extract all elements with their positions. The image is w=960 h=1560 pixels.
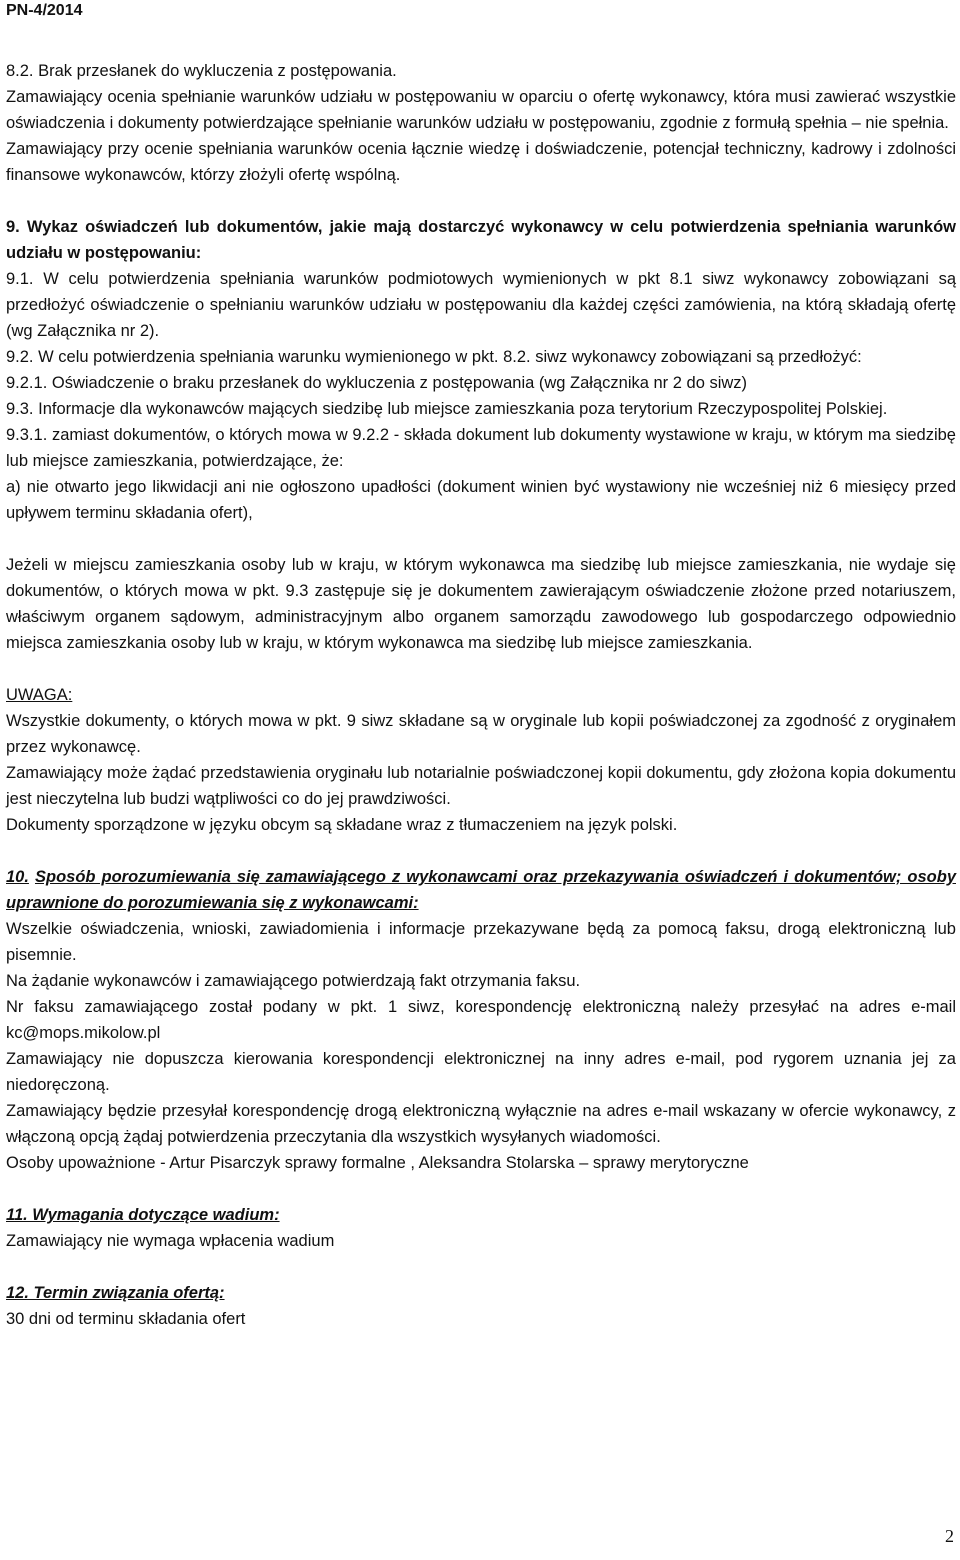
paragraph: 9.3. Informacje dla wykonawców mających siedzibę lub miejsce zamieszkania poza terytorium Rzeczypospolitej Polskiej. [6,400,888,418]
section-number: 9. [6,218,20,236]
section-9-heading [6,214,956,266]
section-title: Sposób porozumiewania się zamawiającego z wykonawcami oraz przekazywania oświadczeń i dokumentów; osoby uprawnione do porozumiewania się z wykonawcami: [6,868,956,912]
paragraph: Zamawiający może żądać przedstawienia oryginału lub notarialnie poświadczonej kopii dokumentu, gdy złożona kopia dokumentu jest nieczytelna lub budzi wątpliwości co do jej prawdziwości. [6,764,956,808]
document-id: PN-4/2014 [6,2,83,19]
paragraph: Wszystkie dokumenty, o których mowa w pkt. 9 siwz składane są w oryginale lub kopii poświadczonej za zgodność z oryginałem przez wykonawcę. [6,712,956,756]
section-12-heading: 12. Termin związania ofertą: [6,1284,225,1302]
paragraph: Dokumenty sporządzone w języku obcym są składane wraz z tłumaczeniem na język polski. [6,816,678,834]
paragraph: Nr faksu zamawiającego został podany w pkt. 1 siwz, korespondencję elektroniczną należy przesyłać na adres e-mail kc@mops.mikolow.pl [6,998,956,1042]
uwaga-label: UWAGA: [6,686,73,704]
paragraph: 9.2. W celu potwierdzenia spełniania warunku wymienionego w pkt. 8.2. siwz wykonawcy zobowiązani są przedłożyć: [6,348,862,366]
section-title: Wykaz oświadczeń lub dokumentów, jakie mają dostarczyć wykonawcy w celu potwierdzenia spełniania warunków udziału w postępowaniu: [6,218,956,262]
paragraph: Zamawiający nie dopuszcza kierowania korespondencji elektronicznej na inny adres e-mail, pod rygorem uznania jej za niedoręczoną. [6,1050,956,1094]
paragraph: Zamawiający nie wymaga wpłacenia wadium [6,1232,335,1250]
paragraph: Zamawiający ocenia spełnianie warunków udziału w postępowaniu w oparciu o ofertę wykonawcy, która musi zawierać wszystkie oświadczenia i dokumenty potwierdzające spełnianie warunków udziału w postępowaniu, zgodnie z formułą spełnia – nie spełnia. [6,88,956,132]
page-number: 2 [945,1526,954,1546]
document-body [6,58,956,1332]
paragraph: 9.3.1. zamiast dokumentów, o których mowa w 9.2.2 - składa dokument lub dokumenty wystawione w kraju, w którym ma siedzibę lub miejsce zamieszkania, potwierdzające, że: [6,426,956,470]
paragraph: a) nie otwarto jego likwidacji ani nie ogłoszono upadłości (dokument winien być wystawiony nie wcześniej niż 6 miesięcy przed upływem terminu składania ofert), [6,478,956,522]
paragraph: Zamawiający przy ocenie spełniania warunków ocenia łącznie wiedzę i doświadczenie, potencjał techniczny, kadrowy i zdolności finansowe wykonawców, którzy złożyli ofertę wspólną. [6,140,956,184]
paragraph: Wszelkie oświadczenia, wnioski, zawiadomienia i informacje przekazywane będą za pomocą faksu, drogą elektroniczną lub pisemnie. [6,920,956,964]
paragraph: Zamawiający będzie przesyłał korespondencję drogą elektroniczną wyłącznie na adres e-mail wskazany w ofercie wykonawcy, z włączoną opcją żądaj potwierdzenia przeczytania dla wszystkich wysyłanych wiadomości. [6,1102,956,1146]
paragraph: Na żądanie wykonawców i zamawiającego potwierdzają fakt otrzymania faksu. [6,972,581,990]
section-10-heading [6,864,956,916]
section-number: 10. [6,868,29,886]
paragraph: 30 dni od terminu składania ofert [6,1310,246,1328]
paragraph: 9.2.1. Oświadczenie o braku przesłanek do wykluczenia z postępowania (wg Załącznika nr 2 do siwz) [6,374,748,392]
paragraph: Jeżeli w miejscu zamieszkania osoby lub w kraju, w którym wykonawca ma siedzibę lub miejsce zamieszkania, nie wydaje się dokumentów, o których mowa w pkt. 9.3 zastępuje się je dokumentem zawierającym oświadczenie złożone przed notariuszem, właściwym organem sądowym, administracyjnym albo organem samorządu zawodowego lub gospodarczego odpowiednio miejsca zamieszkania osoby lub w kraju, w którym wykonawca ma siedzibę lub miejsce zamieszkania. [6,556,956,652]
section-11-heading: 11. Wymagania dotyczące wadium: [6,1206,280,1224]
section-8-2-title: 8.2. Brak przesłanek do wykluczenia z postępowania. [6,62,397,80]
paragraph: Osoby upoważnione - Artur Pisarczyk sprawy formalne , Aleksandra Stolarska – sprawy merytoryczne [6,1154,749,1172]
paragraph: 9.1. W celu potwierdzenia spełniania warunków podmiotowych wymienionych w pkt 8.1 siwz wykonawcy zobowiązani są przedłożyć oświadczenie o spełnianiu warunków udziału w postępowaniu dla każdej części zamówienia, na którą składają ofertę (wg Załącznika nr 2). [6,270,956,340]
